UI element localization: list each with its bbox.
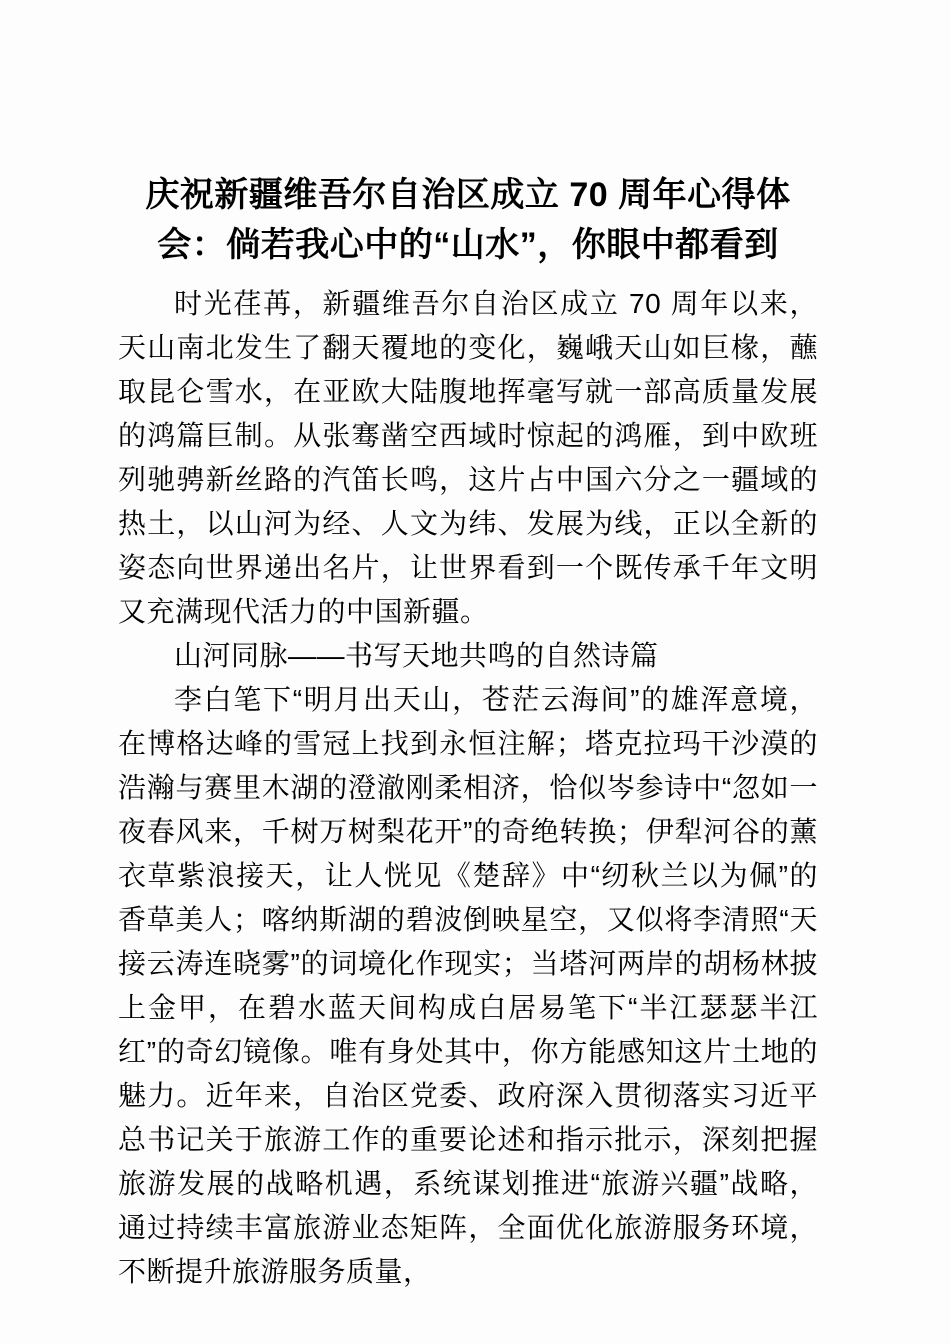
paragraph-intro: 时光荏苒，新疆维吾尔自治区成立 70 周年以来，天山南北发生了翻天覆地的变化，巍峨天山如巨椽，蘸取昆仑雪水，在亚欧大陆腹地挥毫写就一部高质量发展的鸿篇巨制。从张骞凿空西域时惊起的鸿雁，到中欧班列驰骋新丝路的汽笛长鸣，这片占中国六分之一疆域的热土，以山河为经、人文为纬、发展为线，正以全新的姿态向世界递出名片，让世界看到一个既传承千年文明又充满现代活力的中国新疆。 — [118, 288, 818, 627]
document-title-line-1: 庆祝新疆维吾尔自治区成立 70 周年心得体 — [145, 176, 791, 214]
document-title — [118, 170, 818, 270]
document-title-line-2: 会：倘若我心中的“山水”，你眼中都看到 — [157, 226, 779, 264]
document-content — [118, 170, 818, 1294]
document-body — [118, 282, 818, 1294]
section-heading: 山河同脉——书写天地共鸣的自然诗篇 — [174, 640, 659, 671]
paragraph-nature: 李白笔下“明月出天山，苍茫云海间”的雄浑意境，在博格达峰的雪冠上找到永恒注解；塔克拉玛干沙漠的浩瀚与赛里木湖的澄澈刚柔相济，恰似岑参诗中“忽如一夜春风来，千树万树梨花开”的奇绝转换；伊犁河谷的薰衣草紫浪接天，让人恍见《楚辞》中“纫秋兰以为佩”的香草美人；喀纳斯湖的碧波倒映星空，又似将李清照“天接云涛连晓雾”的词境化作现实；当塔河两岸的胡杨林披上金甲，在碧水蓝天间构成白居易笔下“半江瑟瑟半江红”的奇幻镜像。唯有身处其中，你方能感知这片土地的魅力。近年来，自治区党委、政府深入贯彻落实习近平总书记关于旅游工作的重要论述和指示批示，深刻把握旅游发展的战略机遇，系统谋划推进“旅游兴疆”战略，通过持续丰富旅游业态矩阵，全面优化旅游服务环境，不断提升旅游服务质量， — [118, 684, 818, 1287]
